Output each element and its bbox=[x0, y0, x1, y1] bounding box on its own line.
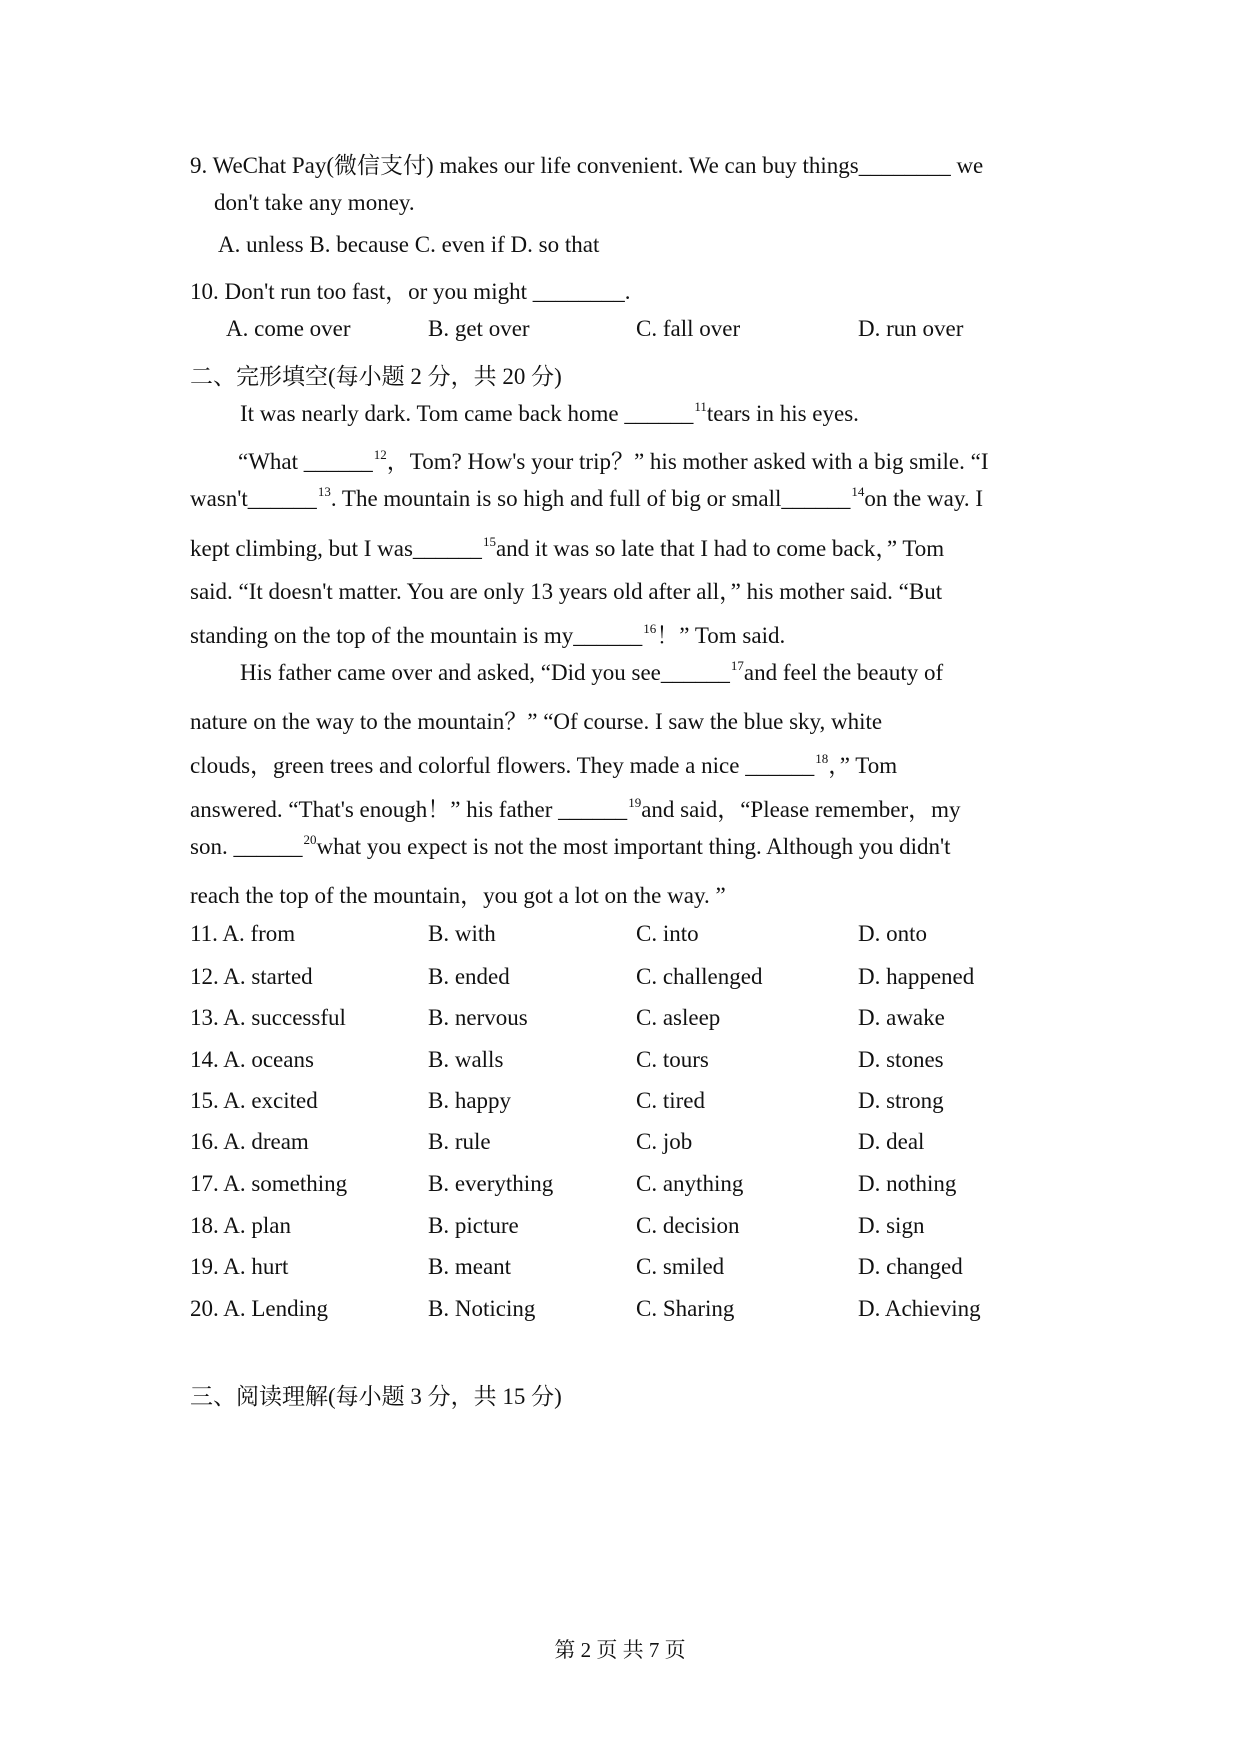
choice-15-b: B. happy bbox=[428, 1088, 512, 1113]
passage-line-9: clouds，green trees and colorful flowers. They made a nice ______$^{18}$，” Tom bbox=[190, 751, 898, 778]
q9-line2: don't take any money. bbox=[214, 190, 415, 215]
choice-11-d: D. onto bbox=[858, 921, 927, 946]
choice-19-b: B. meant bbox=[428, 1254, 512, 1279]
choice-19-c: C. smiled bbox=[636, 1254, 725, 1279]
choice-20-c: C. Sharing bbox=[636, 1296, 735, 1321]
passage-line-5: said. “It doesn't matter. You are only 13 years old after all，” his mother said. “But bbox=[190, 579, 943, 604]
choice-18-a: 18. A. plan bbox=[190, 1213, 291, 1238]
q10-stem: 10. Don't run too fast，or you might ________. bbox=[190, 279, 631, 304]
choice-11-a: 11. A. from bbox=[190, 921, 296, 946]
choice-17-a: 17. A. something bbox=[190, 1171, 348, 1196]
blank-number: 18 bbox=[815, 751, 829, 766]
passage-line-1: It was nearly dark. Tom came back home ______$^{11}$tears in his eyes. bbox=[240, 399, 859, 426]
blank-number: 20 bbox=[303, 832, 317, 847]
choice-17-b: B. everything bbox=[428, 1171, 554, 1196]
choice-17-d: D. nothing bbox=[858, 1171, 957, 1196]
page-number-footer: 第 2 页 共 7 页 bbox=[554, 1638, 686, 1662]
q10-option-b: B. get over bbox=[428, 316, 530, 341]
choice-16-b: B. rule bbox=[428, 1129, 491, 1154]
choice-15-a: 15. A. excited bbox=[190, 1088, 318, 1113]
choice-12-a: 12. A. started bbox=[190, 964, 313, 989]
choice-11-b: B. with bbox=[428, 921, 496, 946]
choice-19-a: 19. A. hurt bbox=[190, 1254, 289, 1279]
choice-17-c: C. anything bbox=[636, 1171, 744, 1196]
choice-13-c: C. asleep bbox=[636, 1005, 721, 1030]
q9-options: A. unless B. because C. even if D. so that bbox=[218, 232, 600, 257]
passage-line-8: nature on the way to the mountain？” “Of course. I saw the blue sky, white bbox=[190, 709, 883, 734]
q9-line1: 9. WeChat Pay(微信支付) makes our life convenient. We can buy things________ we bbox=[190, 153, 984, 178]
passage-line-4: kept climbing, but I was______$^{15}$and it was so late that I had to come back，” Tom bbox=[190, 534, 945, 561]
passage-line-12: reach the top of the mountain，you got a lot on the way. ” bbox=[190, 883, 726, 908]
q10-option-d: D. run over bbox=[858, 316, 964, 341]
choice-13-d: D. awake bbox=[858, 1005, 945, 1030]
passage-line-11: son. ______$^{20}$what you expect is not the most important thing. Although you didn't bbox=[190, 832, 951, 859]
blank-number: 12 bbox=[373, 447, 387, 462]
q10-option-a: A. come over bbox=[226, 316, 351, 341]
blank-number: 15 bbox=[482, 534, 496, 549]
choice-12-c: C. challenged bbox=[636, 964, 763, 989]
choice-16-a: 16. A. dream bbox=[190, 1129, 309, 1154]
passage-line-3: wasn't______$^{13}$. The mountain is so high and full of big or small______$^{14}$on the way. I bbox=[190, 484, 983, 511]
choice-18-c: C. decision bbox=[636, 1213, 740, 1238]
choice-20-d: D. Achieving bbox=[858, 1296, 981, 1321]
choice-12-d: D. happened bbox=[858, 964, 975, 989]
choice-14-c: C. tours bbox=[636, 1047, 709, 1072]
choice-20-a: 20. A. Lending bbox=[190, 1296, 328, 1321]
choice-18-b: B. picture bbox=[428, 1213, 519, 1238]
choice-14-a: 14. A. oceans bbox=[190, 1047, 314, 1072]
choice-20-b: B. Noticing bbox=[428, 1296, 536, 1321]
blank-number: 17 bbox=[730, 658, 744, 673]
choice-12-b: B. ended bbox=[428, 964, 510, 989]
passage-line-2: “What ______$^{12}$，Tom? How's your trip？” his mother asked with a big smile. “I bbox=[238, 447, 989, 474]
blank-number: 14 bbox=[851, 484, 865, 499]
blank-number: 11 bbox=[694, 399, 707, 414]
blank-number: 13 bbox=[317, 484, 331, 499]
choice-15-c: C. tired bbox=[636, 1088, 705, 1113]
blank-number: 16 bbox=[643, 621, 657, 636]
section3-heading: 三、阅读理解(每小题 3 分，共 15 分) bbox=[190, 1384, 562, 1409]
choice-14-b: B. walls bbox=[428, 1047, 504, 1072]
choice-13-a: 13. A. successful bbox=[190, 1005, 346, 1030]
choice-16-c: C. job bbox=[636, 1129, 693, 1154]
q10-option-c: C. fall over bbox=[636, 316, 741, 341]
passage-line-10: answered. “That's enough！” his father ______$^{19}$and said，“Please remember，my bbox=[190, 795, 961, 822]
choice-18-d: D. sign bbox=[858, 1213, 925, 1238]
choice-13-b: B. nervous bbox=[428, 1005, 528, 1030]
passage-line-7: His father came over and asked, “Did you see______$^{17}$and feel the beauty of bbox=[240, 658, 944, 685]
choice-19-d: D. changed bbox=[858, 1254, 963, 1279]
choice-16-d: D. deal bbox=[858, 1129, 925, 1154]
section2-heading: 二、完形填空(每小题 2 分，共 20 分) bbox=[190, 364, 562, 389]
blank-number: 19 bbox=[628, 795, 642, 810]
choice-14-d: D. stones bbox=[858, 1047, 944, 1072]
choice-11-c: C. into bbox=[636, 921, 699, 946]
choice-15-d: D. strong bbox=[858, 1088, 944, 1113]
passage-line-6: standing on the top of the mountain is my______$^{16}$！” Tom said. bbox=[190, 621, 786, 648]
